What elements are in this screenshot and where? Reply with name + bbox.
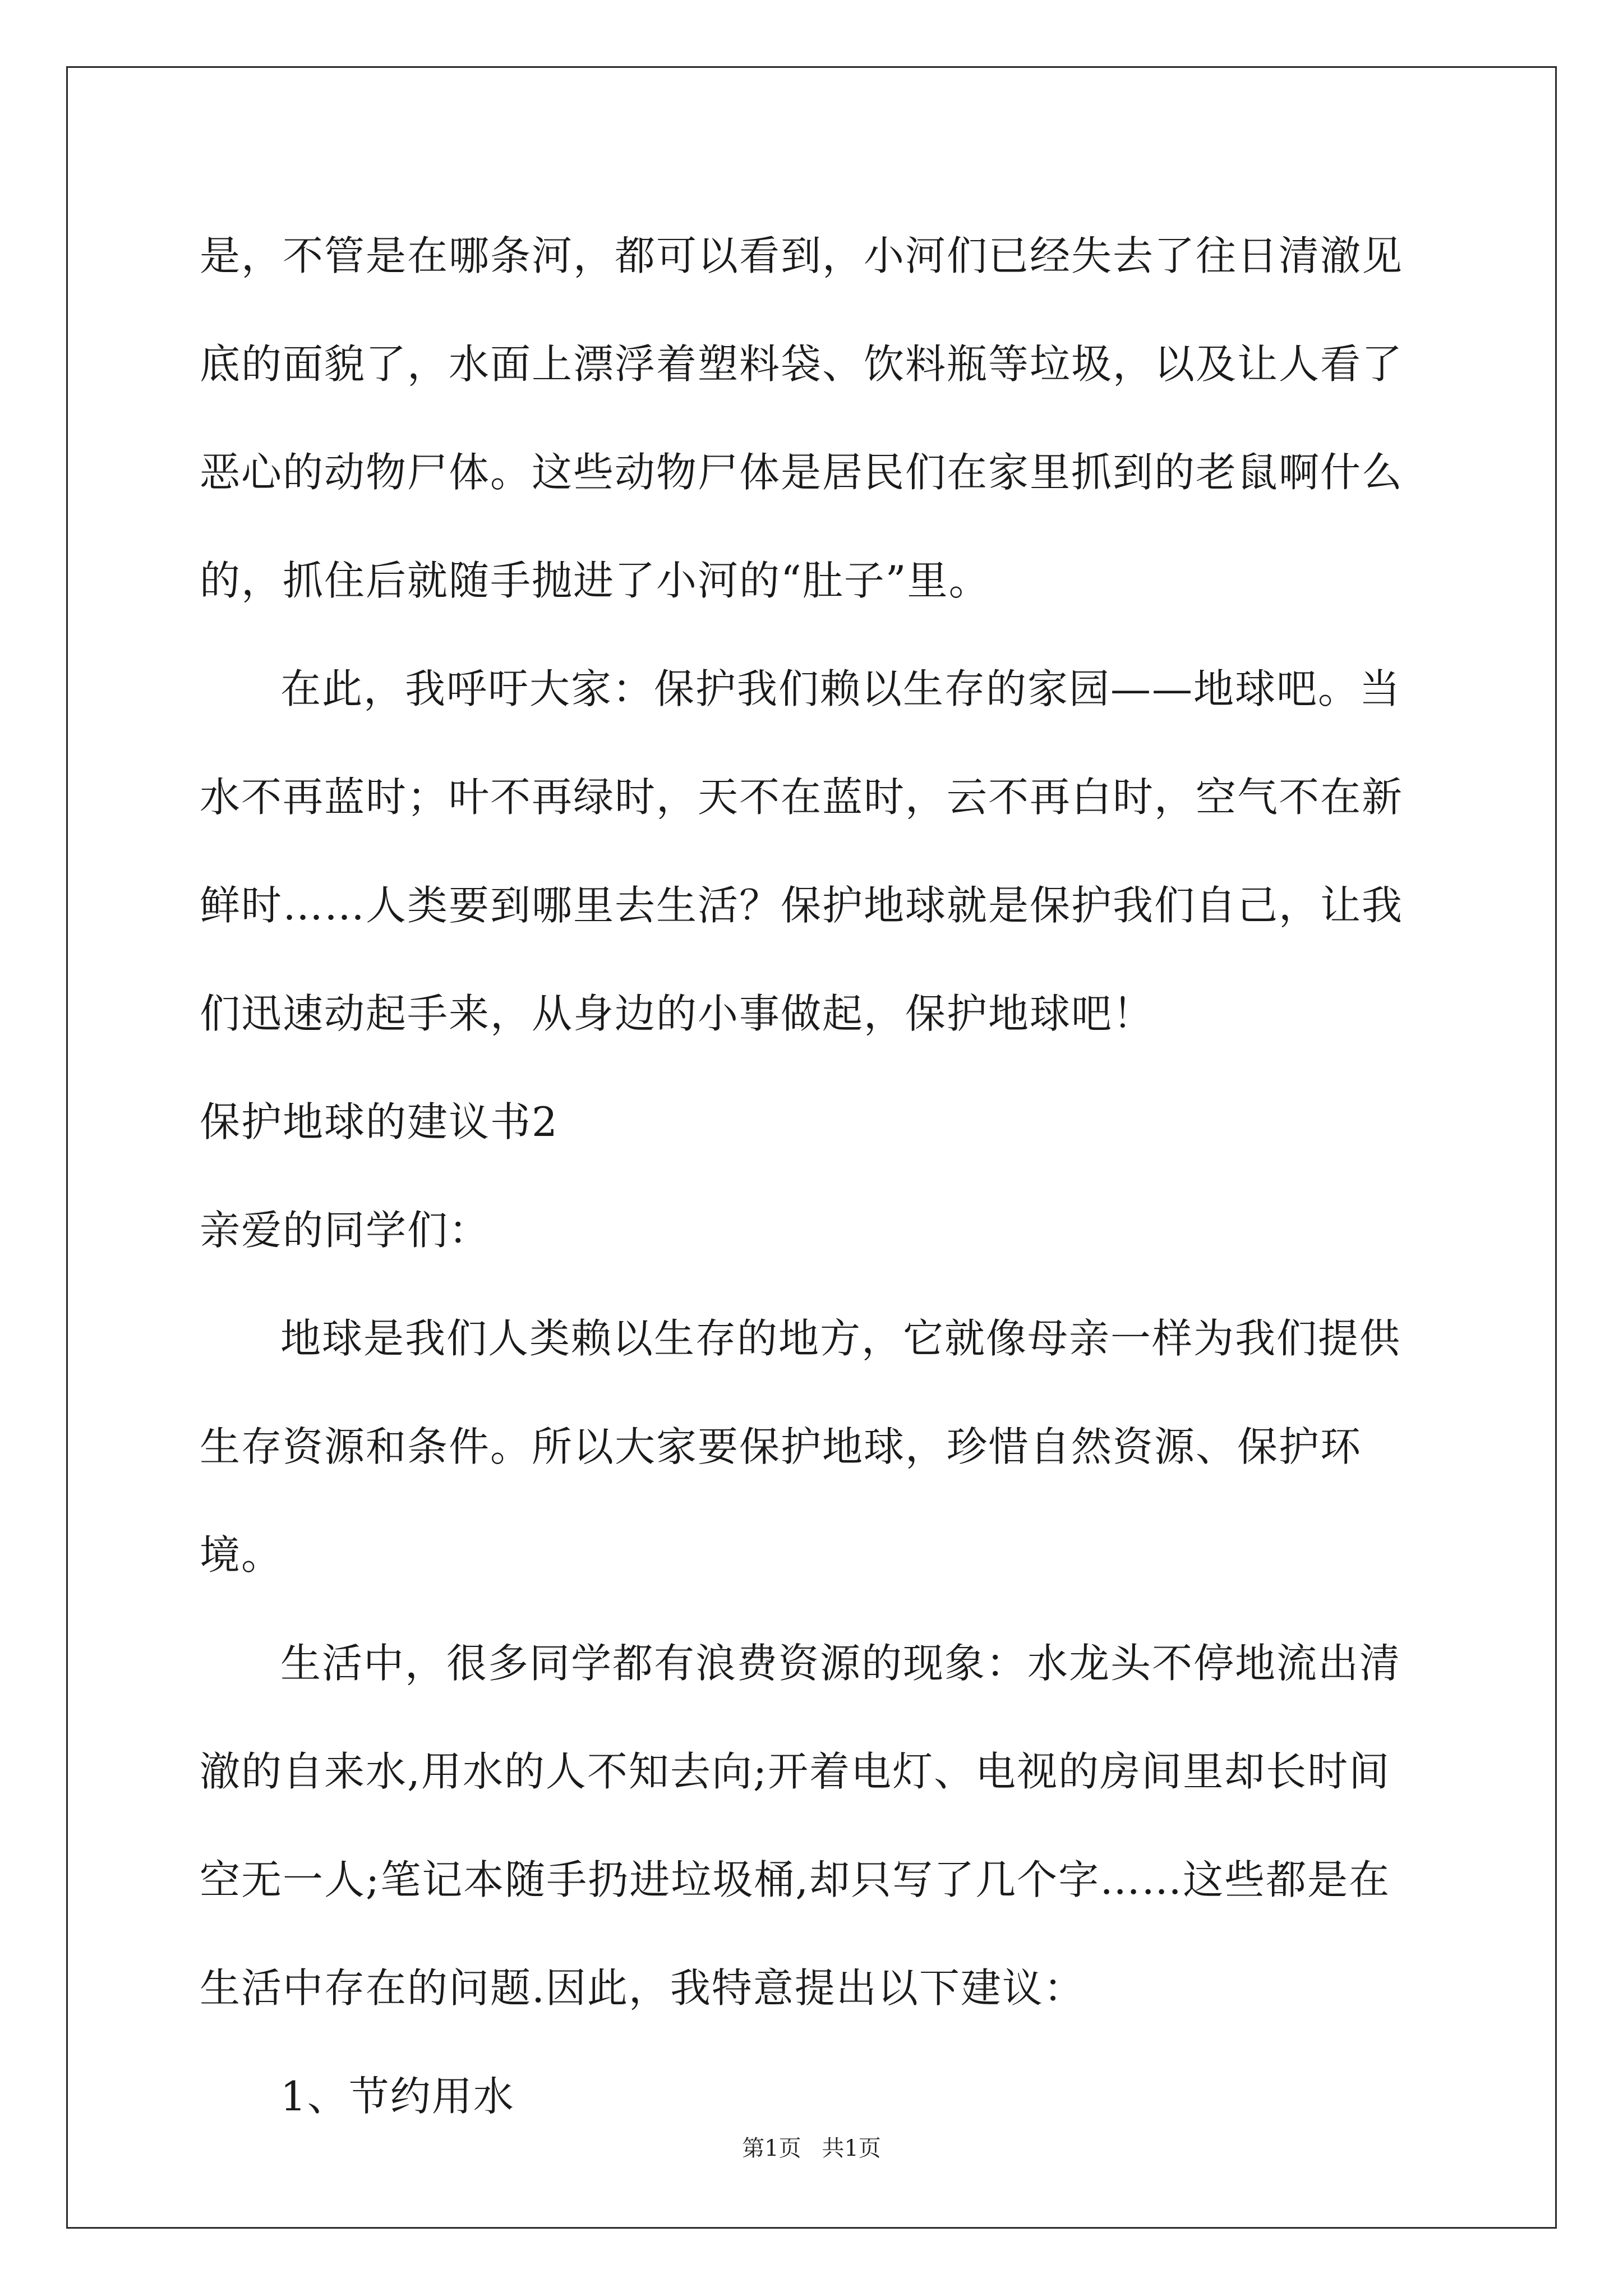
list-item-save-water: 1、节约用水 bbox=[280, 2073, 515, 2120]
page-total: 共1页 bbox=[822, 2136, 881, 2161]
section-title: 保护地球的建议书2 bbox=[200, 1098, 559, 1145]
salutation: 亲爱的同学们： bbox=[200, 1207, 491, 1254]
paragraph-earth-intro: 地球是我们人类赖以生存的地方，它就像母亲一样为我们提供生存资源和条件。所以大家要保护地球，珍惜自然资源、保护环境。 bbox=[200, 1315, 1401, 1579]
page-number: 第1页 bbox=[742, 2136, 801, 2161]
document-body bbox=[200, 202, 1422, 2151]
paragraph-river-pollution: 是，不管是在哪条河，都可以看到，小河们已经失去了往日清澈见底的面貌了，水面上漂浮着塑料袋、饮料瓶等垃圾，以及让人看了恶心的动物尸体。这些动物尸体是居民们在家里抓到的老鼠啊什么的，抓住后就随手抛进了小河的“肚子”里。 bbox=[200, 232, 1404, 604]
paragraph-waste-examples: 生活中，很多同学都有浪费资源的现象：水龙头不停地流出清澈的自来水,用水的人不知去向;开着电灯、电视的房间里却长时间空无一人;笔记本随手扔进垃圾桶,却只写了几个字……这些都是在生活中存在的问题.因此，我特意提出以下建议： bbox=[200, 1640, 1401, 2012]
paragraph-appeal: 在此，我呼吁大家：保护我们赖以生存的家园——地球吧。当水不再蓝时；叶不再绿时，天不在蓝时，云不再白时，空气不在新鲜时……人类要到哪里去生活？保护地球就是保护我们自己，让我们迅速动起手来，从身边的小事做起，保护地球吧！ bbox=[200, 665, 1404, 1037]
page-footer bbox=[0, 2131, 1623, 2162]
